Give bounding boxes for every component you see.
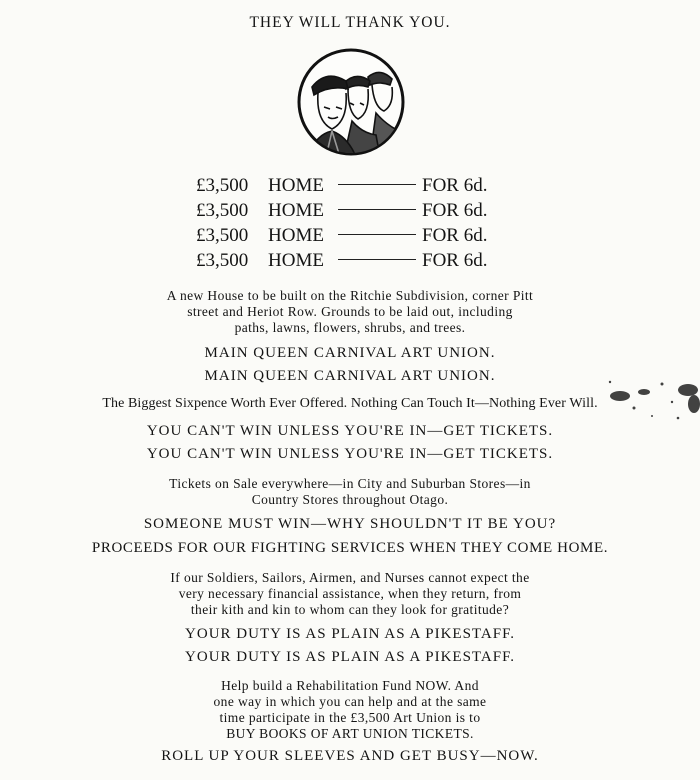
prize-line: £3,500 HOME FOR 6d. xyxy=(196,225,488,246)
help-line: time participate in the £3,500 Art Union is to xyxy=(219,710,481,725)
closing-heading: ROLL UP YOUR SLEEVES AND GET BUSY—NOW. xyxy=(161,748,539,764)
rule-dash xyxy=(338,259,416,260)
soldiers-sailor-airman-portrait-icon xyxy=(296,47,406,157)
someone-must-win-heading: SOMEONE MUST WIN—WHY SHOULDN'T IT BE YOU? xyxy=(143,516,557,532)
soldiers-line: their kith and kin to whom can they look for gratitude? xyxy=(190,602,510,617)
tickets-sale-line: Country Stores throughout Otago. xyxy=(251,492,449,507)
get-tickets-heading: YOU CAN'T WIN UNLESS YOU'RE IN—GET TICKETS. xyxy=(146,446,554,462)
ad-title: THEY WILL THANK YOU. xyxy=(249,14,451,31)
ink-smudge xyxy=(560,372,700,432)
rule-dash xyxy=(338,184,416,185)
art-union-heading: MAIN QUEEN CARNIVAL ART UNION. xyxy=(204,368,496,384)
prize-line: £3,500 HOME FOR 6d. xyxy=(196,200,488,221)
tickets-sale-line: Tickets on Sale everywhere—in City and Suburban Stores—in xyxy=(169,476,531,491)
help-line: one way in which you can help and at the same xyxy=(213,694,487,709)
duty-heading: YOUR DUTY IS AS PLAIN AS A PIKESTAFF. xyxy=(185,626,515,642)
rule-dash xyxy=(338,209,416,210)
help-line: BUY BOOKS OF ART UNION TICKETS. xyxy=(226,726,474,741)
duty-heading: YOUR DUTY IS AS PLAIN AS A PIKESTAFF. xyxy=(185,649,515,665)
description-line: A new House to be built on the Ritchie Subdivision, corner Pitt xyxy=(166,288,534,303)
proceeds-heading: PROCEEDS FOR OUR FIGHTING SERVICES WHEN THEY COME HOME. xyxy=(91,540,609,556)
soldiers-line: If our Soldiers, Sailors, Airmen, and Nurses cannot expect the xyxy=(170,570,530,585)
get-tickets-heading: YOU CAN'T WIN UNLESS YOU'RE IN—GET TICKETS. xyxy=(146,423,554,439)
art-union-heading: MAIN QUEEN CARNIVAL ART UNION. xyxy=(204,345,496,361)
sixpence-line: The Biggest Sixpence Worth Ever Offered. Nothing Can Touch It—Nothing Ever Will. xyxy=(102,396,598,411)
help-line: Help build a Rehabilitation Fund NOW. And xyxy=(221,678,479,693)
prize-line: £3,500 HOME FOR 6d. xyxy=(196,175,488,196)
prize-line: £3,500 HOME FOR 6d. xyxy=(196,250,488,271)
description-line: paths, lawns, flowers, shrubs, and trees. xyxy=(234,320,466,335)
soldiers-line: very necessary financial assistance, when they return, from xyxy=(178,586,522,601)
description-line: street and Heriot Row. Grounds to be laid out, including xyxy=(187,304,513,319)
rule-dash xyxy=(338,234,416,235)
